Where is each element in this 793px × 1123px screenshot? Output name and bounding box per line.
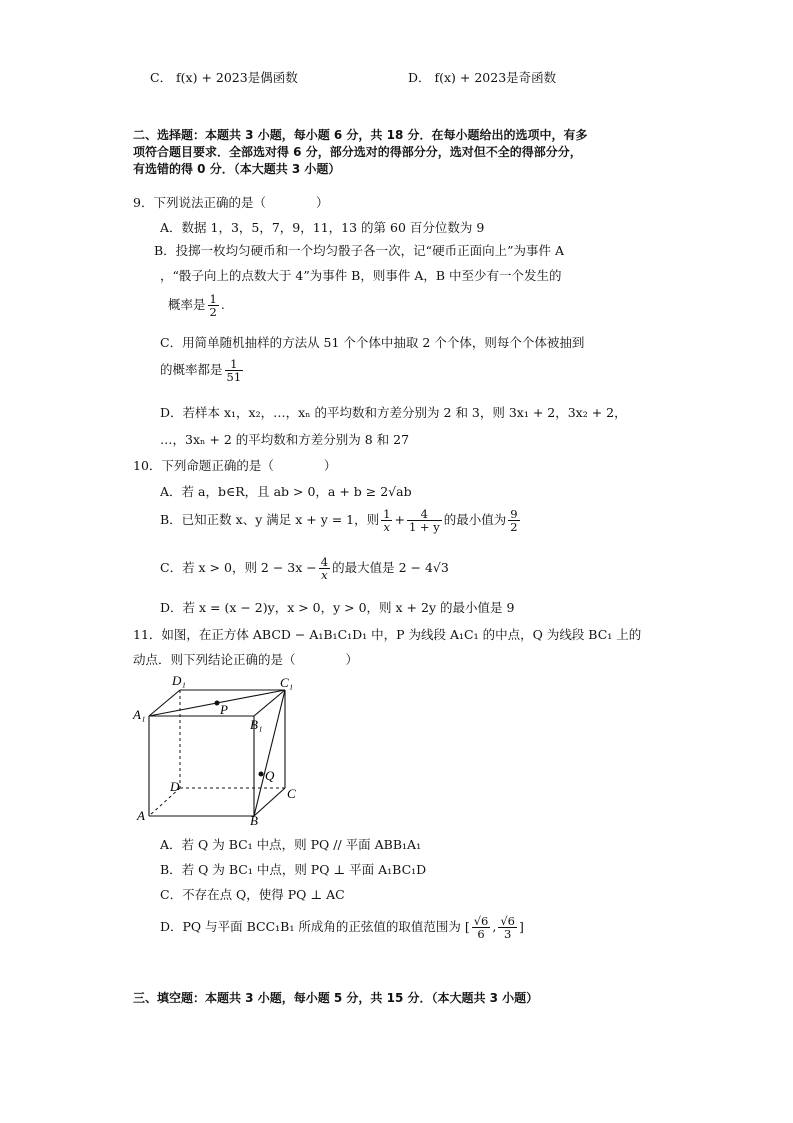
q11-d-frac2-den: 3 (504, 927, 512, 942)
label-c1: C₁ (280, 675, 294, 690)
q9-b-fraction (208, 293, 219, 318)
q10-c-frac-num: 4 (320, 555, 329, 569)
segment-bc1 (254, 690, 285, 816)
q9-b-frac-den: 2 (209, 305, 217, 320)
section2-line2: 项符合题目要求．全部选对得 6 分，部分选对的得部分分，选对但不全的得部分分， (133, 145, 582, 159)
q10-b-frac3 (508, 508, 519, 533)
label-a: A (137, 808, 145, 823)
q10-b-frac3-num: 9 (510, 507, 518, 521)
q11-option-a: A．若 Q 为 BC₁ 中点，则 PQ // 平面 ABB₁A₁ (160, 837, 422, 852)
q10-b-text: B．已知正数 x、y 满足 x + y = 1，则 (160, 512, 380, 528)
cube-figure (130, 670, 310, 825)
label-a1: A₁ (133, 707, 146, 722)
q10-b-frac2-num: 4 (407, 508, 442, 521)
q11-option-c: C．不存在点 Q，使得 PQ ⊥ AC (160, 887, 345, 902)
q8-option-c: C． f(x) + 2023是偶函数 (150, 70, 298, 85)
section2-line1: 二、选择题：本题共 3 小题，每小题 6 分，共 18 分．在每小题给出的选项中，有多 (133, 128, 588, 142)
q10-option-d: D．若 x = (x − 2)y，x > 0，y > 0，则 x + 2y 的最小值是 9 (160, 600, 515, 615)
q11-option-d (160, 915, 524, 940)
point-q (259, 772, 264, 777)
q10-c-text: C．若 x > 0，则 2 − 3x − (160, 560, 317, 576)
q10-b-plus: + (394, 512, 405, 528)
q11-d-frac2 (498, 915, 517, 940)
q10-c-post: 的最大值是 2 − 4√3 (332, 560, 449, 576)
edge-bc (254, 788, 285, 816)
label-d1: D₁ (172, 673, 186, 688)
q9-option-a: A．数据 1，3，5，7，9，11，13 的第 60 百分位数为 9 (160, 220, 485, 235)
q9-b-text: 概率是 (168, 297, 206, 313)
q10-b-frac2-den: 1 + y (408, 520, 440, 535)
label-b1: B₁ (250, 717, 263, 732)
q9-c-text: 的概率都是 (160, 362, 223, 378)
q11-d-frac2-num: √6 (500, 914, 516, 928)
section3-title: 三、填空题：本题共 3 小题，每小题 5 分，共 15 分．（本大题共 3 小题） (133, 991, 539, 1005)
q9-option-b-line3 (168, 293, 225, 318)
q10-b-frac1-num: 1 (383, 507, 391, 521)
q9-option-c-line1: C．用简单随机抽样的方法从 51 个个体中抽取 2 个个体，则每个个体被抽到 (160, 335, 585, 350)
q10-b-frac1 (381, 508, 392, 533)
q10-stem: 10．下列命题正确的是（ ） (133, 458, 337, 473)
q10-option-c (160, 556, 449, 581)
q10-option-b (160, 508, 522, 533)
q9-option-d-line1: D．若样本 x₁，x₂，…，xₙ 的平均数和方差分别为 2 和 3，则 3x₁ + 2，3x₂ + 2， (160, 405, 627, 420)
q9-option-b-line2: ，“骰子向上的点数大于 4”为事件 B，则事件 A，B 中至少有一个发生的 (160, 268, 562, 283)
q9-c-frac-num: 1 (225, 358, 244, 371)
label-d: D (170, 779, 180, 794)
label-q: Q (265, 768, 275, 783)
label-c: C (287, 786, 296, 801)
q10-c-fraction (319, 556, 330, 581)
q9-stem: 9．下列说法正确的是（ ） (133, 195, 329, 210)
q9-option-c-line2 (160, 358, 245, 383)
q10-b-mid: 的最小值为 (443, 512, 507, 528)
q9-c-frac-den: 51 (226, 370, 242, 385)
q9-b-frac-num: 1 (209, 292, 217, 306)
q10-c-frac-den: x (321, 568, 328, 583)
edge-a1d1 (149, 690, 180, 716)
q11-d-frac1-num: √6 (473, 914, 489, 928)
q8-option-d: D． f(x) + 2023是奇函数 (408, 70, 557, 85)
q9-c-fraction (225, 358, 244, 383)
label-b: B (250, 813, 258, 825)
q10-b-frac3-den: 2 (510, 520, 518, 535)
label-p: P (220, 702, 228, 717)
q9-option-b-line1: B．投掷一枚均匀硬币和一个均匀骰子各一次，记“硬币正面向上”为事件 A (154, 243, 564, 258)
q9-option-d-line2: …，3xₙ + 2 的平均数和方差分别为 8 和 27 (160, 432, 410, 447)
q11-d-post: ] (519, 919, 524, 935)
q11-option-b: B．若 Q 为 BC₁ 中点，则 PQ ⊥ 平面 A₁BC₁D (160, 862, 427, 877)
q11-stem-line1: 11．如图，在正方体 ABCD − A₁B₁C₁D₁ 中，P 为线段 A₁C₁ 的中点，Q 为线段 BC₁ 上的 (133, 627, 642, 642)
point-p (215, 701, 220, 706)
section2-line3: 有选错的得 0 分．（本大题共 3 小题） (133, 162, 341, 176)
edge-b1c1 (254, 690, 285, 716)
q11-stem-line2: 动点．则下列结论正确的是（ ） (133, 652, 359, 667)
q10-b-frac2 (407, 508, 442, 533)
q11-d-text: D．PQ 与平面 BCC₁B₁ 所成角的正弦值的取值范围为 [ (160, 919, 470, 935)
q11-d-comma: , (492, 919, 497, 935)
q11-d-frac1 (472, 915, 491, 940)
q11-d-frac1-den: 6 (477, 927, 485, 942)
q10-b-frac1-den: x (383, 520, 391, 535)
q10-option-a: A．若 a，b∈R，且 ab > 0，a + b ≥ 2√ab (160, 484, 412, 499)
q9-b-period: . (220, 297, 225, 313)
